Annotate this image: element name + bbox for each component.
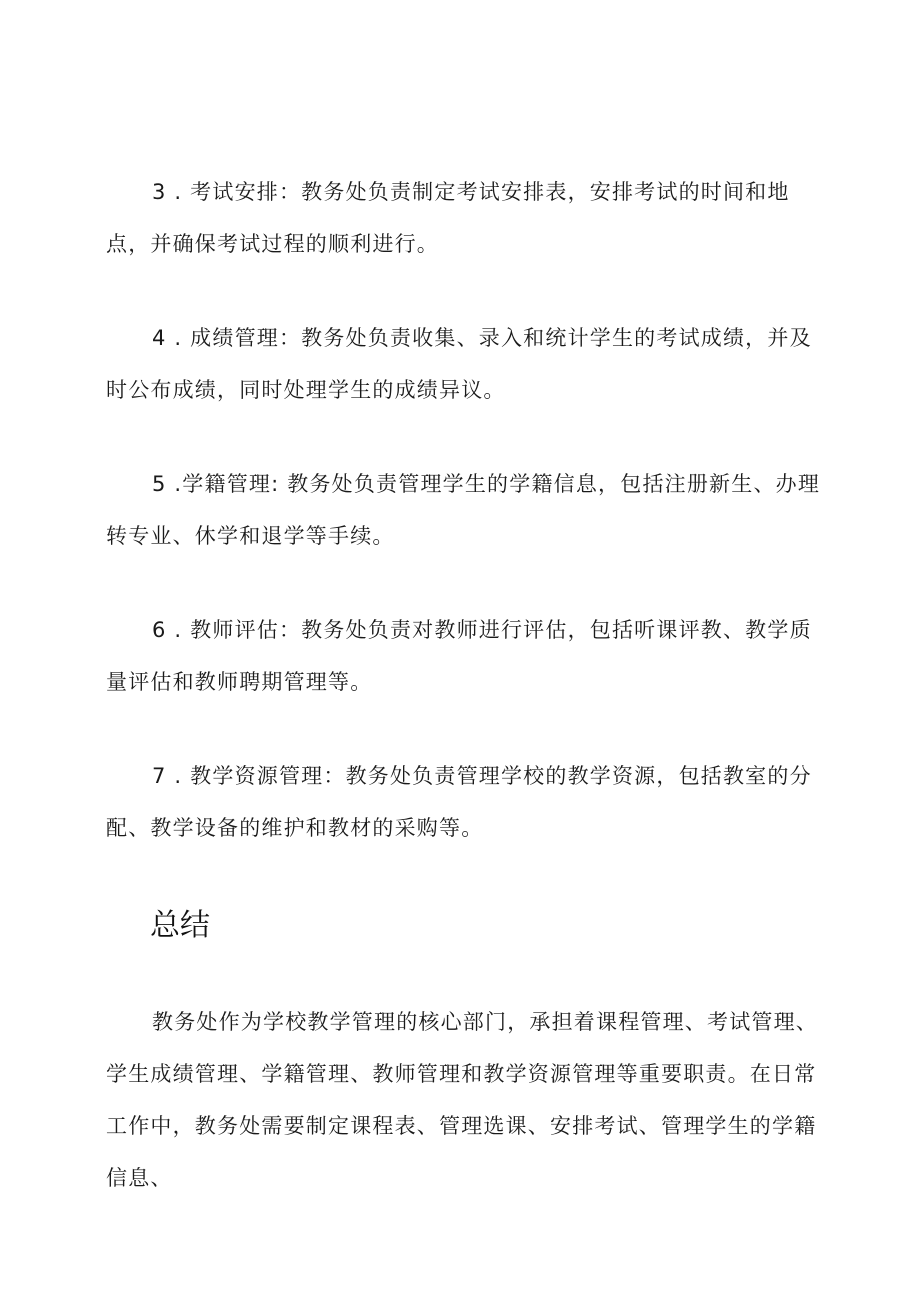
section-heading-summary: 总结 <box>150 908 210 943</box>
list-item-grade-management: 4 . 成绩管理：教务处负责收集、录入和统计学生的考试成绩，并及时公布成绩，同时处理学生的成绩异议。 <box>106 326 812 402</box>
summary-paragraph: 教务处作为学校教学管理的核心部门，承担着课程管理、考试管理、学生成绩管理、学籍管理、教师管理和教学资源管理等重要职责。在日常工作中，教务处需要制定课程表、管理选课、安排考试、管理学生的学籍信息、 <box>106 1010 818 1190</box>
list-item-teaching-resources: 7 . 教学资源管理：教务处负责管理学校的教学资源，包括教室的分配、教学设备的维护和教材的采购等。 <box>106 764 812 840</box>
list-item-teacher-evaluation: 6 . 教师评估：教务处负责对教师进行评估，包括听课评教、教学质量评估和教师聘期管理等。 <box>106 618 812 694</box>
list-item-exam-arrangement: 3 . 考试安排：教务处负责制定考试安排表，安排考试的时间和地点，并确保考试过程的顺利进行。 <box>106 180 790 256</box>
list-item-student-records: 5 .学籍管理: 教务处负责管理学生的学籍信息，包括注册新生、办理转专业、休学和退学等手续。 <box>106 472 821 548</box>
